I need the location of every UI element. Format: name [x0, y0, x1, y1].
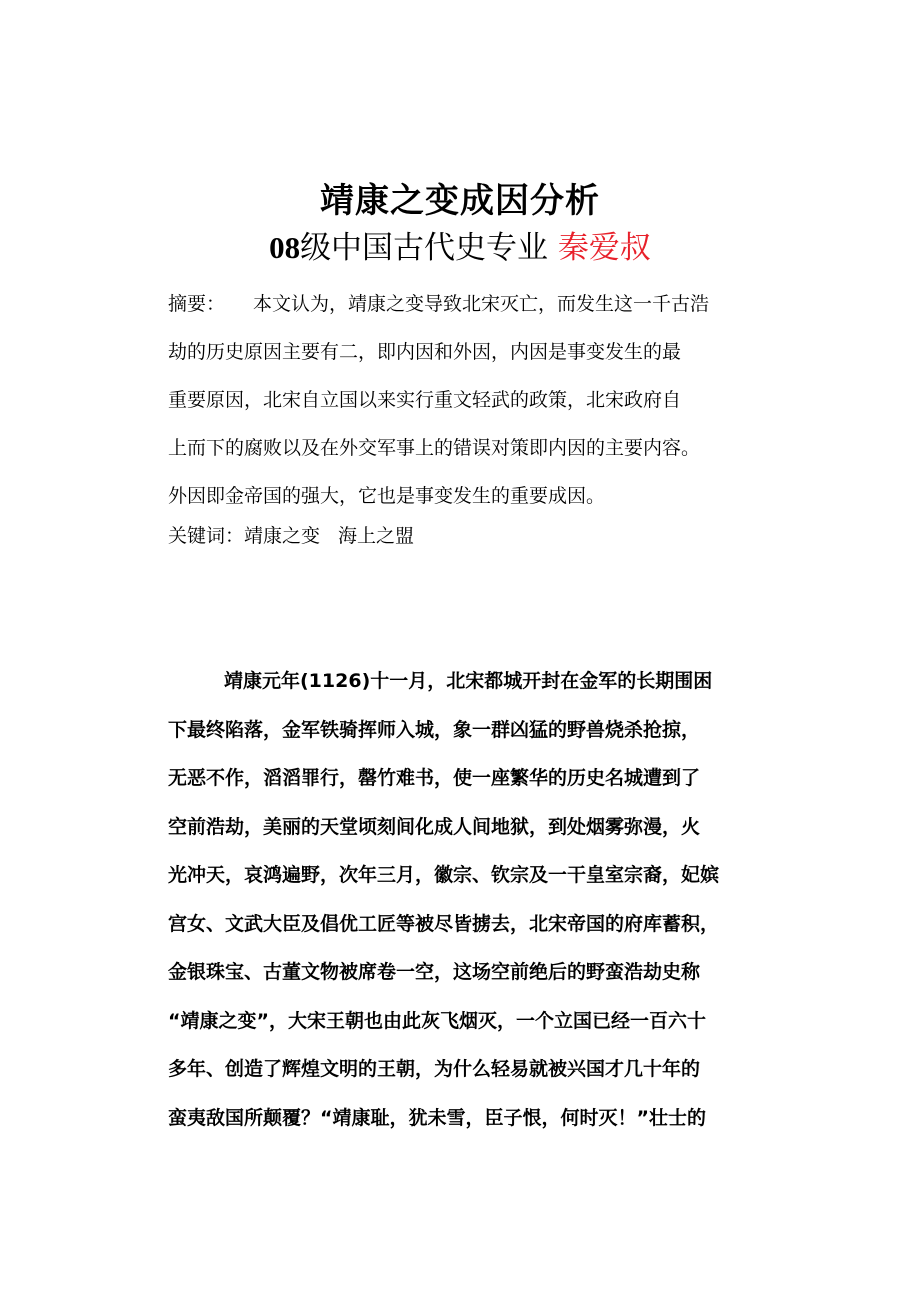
- byline-program: 级中国古代史专业: [300, 230, 549, 266]
- body-line: 空前浩劫，美丽的天堂顷刻间化成人间地狱，到处烟雾弥漫，火: [168, 815, 701, 838]
- body-line: 金银珠宝、古董文物被席卷一空，这场空前绝后的野蛮浩劫史称: [168, 961, 701, 983]
- abstract-line: 重要原因，北宋自立国以来实行重文轻武的政策，北宋政府自: [168, 389, 682, 411]
- abstract-label: 摘要：: [168, 293, 226, 315]
- body-line: 光冲天，哀鸿遍野，次年三月，徽宗、钦宗及一干皇室宗裔，妃嫔: [168, 864, 720, 886]
- body-line: 下最终陷落，金军铁骑挥师入城，象一群凶猛的野兽烧杀抢掠，: [168, 718, 701, 741]
- abstract: [168, 280, 788, 520]
- byline: [0, 224, 920, 272]
- body-line: 蛮夷敌国所颠覆？“靖康耻，犹未雪，臣子恨，何时灭！”壮士的: [168, 1106, 706, 1129]
- body-paragraph: [168, 657, 778, 1142]
- byline-author: 秦爱叔: [557, 230, 651, 266]
- byline-level: 08: [269, 230, 301, 265]
- abstract-text: 本文认为，靖康之变导致北宋灭亡，而发生这一千古浩: [253, 293, 710, 315]
- keywords: [168, 512, 788, 560]
- abstract-line: 劫的历史原因主要有二，即内因和外因，内因是事变发生的最: [168, 341, 682, 363]
- body-line: 多年、创造了辉煌文明的王朝，为什么轻易就被兴国才几十年的: [168, 1058, 701, 1080]
- keyword: 海上之盟: [338, 525, 415, 547]
- body-line: 宫女、文武大臣及倡优工匠等被尽皆掳去，北宋帝国的府库蓄积，: [168, 912, 720, 935]
- body-line: 靖康元年(1126)十一月，北宋都城开封在金军的长期围困: [224, 670, 713, 692]
- body-line: 无恶不作，滔滔罪行，罄竹难书，使一座繁华的历史名城遭到了: [168, 767, 701, 789]
- abstract-line: 外因即金帝国的强大，它也是事变发生的重要成因。: [168, 485, 606, 507]
- abstract-line: 上而下的腐败以及在外交军事上的错误对策即内因的主要内容。: [168, 437, 701, 459]
- body-line: “靖康之变”，大宋王朝也由此灰飞烟灭，一个立国已经一百六十: [168, 1009, 706, 1032]
- document-title: 靖康之变成因分析: [320, 181, 600, 221]
- keyword: 靖康之变: [244, 525, 321, 547]
- abstract-line: [168, 280, 788, 328]
- keywords-label: 关键词：: [168, 525, 245, 547]
